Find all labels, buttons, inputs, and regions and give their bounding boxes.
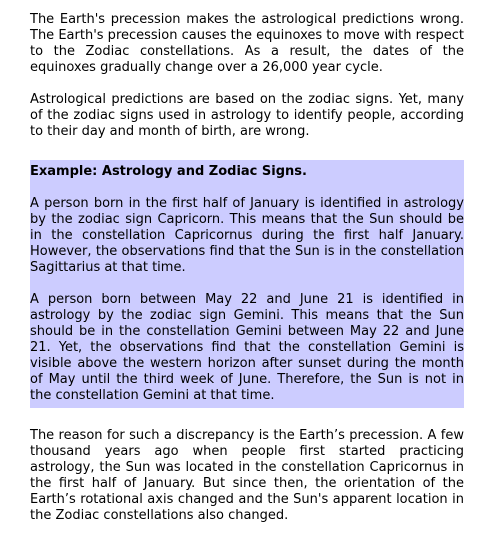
example-heading: Example: Astrology and Zodiac Signs. (30, 164, 307, 179)
example-paragraph-capricorn: A person born in the first half of January is identified in astrology by the zodiac sign Capricorn. This means that the Sun should be in the constellation Capricornus during the first half January. However, the observations find that the Sun is in the constellation Sagittarius at that time. (30, 196, 464, 275)
intro-paragraph-precession: The Earth's precession makes the astrological predictions wrong. The Earth's precession causes the equinoxes to move with respect to the Zodiac constellations. As a result, the dates of the equinoxes gradually change over a 26,000 year cycle. (30, 12, 464, 75)
intro-paragraph-zodiac-signs: Astrological predictions are based on the zodiac signs. Yet, many of the zodiac signs used in astrology to identify people, according to their day and month of birth, are wrong. (30, 92, 464, 139)
document-page (30, 12, 464, 524)
example-box (30, 160, 464, 408)
example-paragraph-gemini: A person born between May 22 and June 21 is identified in astrology by the zodiac sign Gemini. This means that the Sun should be in the constellation Gemini between May 22 and June 21. Yet, the observations find that the constellation Gemini is visible above the western horizon after sunset during the month of May until the third week of June. Therefore, the Sun is not in the constellation Gemini at that time. (30, 292, 464, 403)
conclusion-paragraph: The reason for such a discrepancy is the Earth’s precession. A few thousand years ago when people first started practicing astrology, the Sun was located in the constellation Capricornus in the first half of January. But since then, the orientation of the Earth’s rotational axis changed and the Sun's apparent location in the Zodiac constellations also changed. (30, 428, 464, 523)
